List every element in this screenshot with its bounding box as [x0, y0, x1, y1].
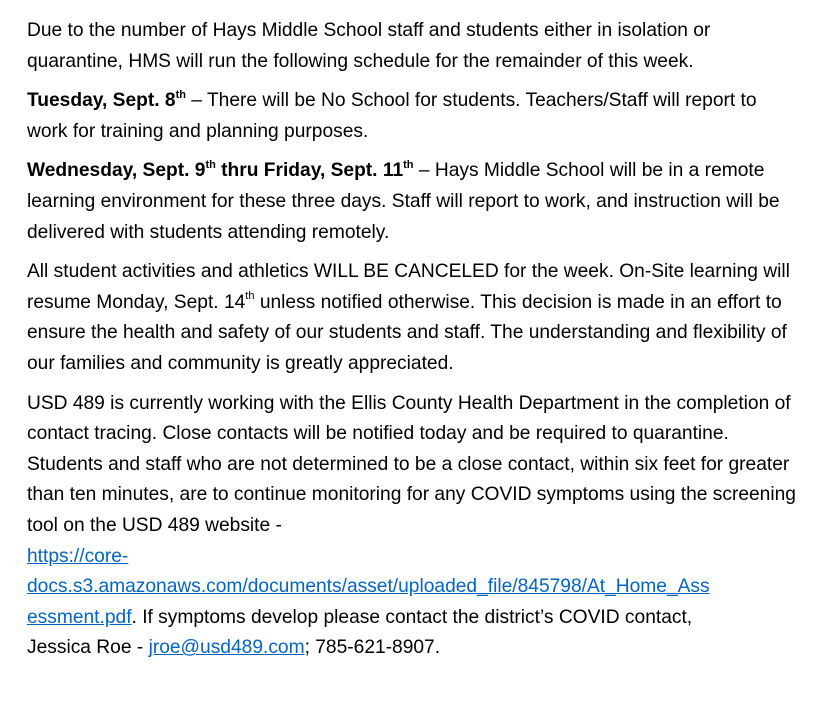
contact-name: Jessica Roe - [27, 637, 149, 659]
activities-text-start: All student activities and athletics WILL BE CANCELED for the week. On-Site learning will resume Monday, Sept. 14 [27, 261, 790, 313]
remote-days-dates: Wednesday, Sept. 9th thru Friday, Sept. 11th [27, 158, 414, 182]
symptoms-text: . If symptoms develop please contact the district’s COVID contact, [131, 606, 693, 628]
contact-tracing-paragraph [27, 389, 797, 664]
activities-superscript: th [245, 290, 255, 303]
intro-text: Due to the number of Hays Middle School staff and students either in isolation or quarantine, HMS will run the following schedule for the remainder of this week. [27, 20, 711, 72]
remote-days-paragraph [27, 156, 797, 248]
tuesday-date: Tuesday, Sept. 8th [27, 88, 186, 112]
contact-tracing-text: USD 489 is currently working with the Ellis County Health Department in the completion of contact tracing. Close contacts will be notified today and be required to quarantine. Students and staff who are not determined to be a close contact, within six feet for greater than ten minutes, are to continue monitoring for any COVID symptoms using the screening tool on the USD 489 website - [27, 392, 796, 536]
remote-days-text: – Hays Middle School will be in a remote learning environment for these three days. Staff will report to work, and instruction will be delivered with students attending remotely. [27, 160, 780, 243]
contact-email-link[interactable]: jroe@usd489.com [148, 637, 305, 659]
assessment-link[interactable]: https://core- docs.s3.amazonaws.com/documents/asset/uploaded_file/845798/At_Home_Ass essment.pdf [27, 545, 710, 628]
document-body [27, 16, 797, 673]
tuesday-paragraph [27, 86, 797, 147]
contact-phone: ; 785-621-8907. [304, 637, 441, 659]
activities-text-end: unless notified otherwise. This decision is made in an effort to ensure the health and safety of our students and staff. The understanding and flexibility of our families and community is greatly appreciated. [27, 291, 787, 374]
tuesday-text: – There will be No School for students. Teachers/Staff will report to work for training and planning purposes. [27, 90, 757, 142]
intro-paragraph [27, 16, 797, 77]
activities-paragraph [27, 257, 797, 379]
